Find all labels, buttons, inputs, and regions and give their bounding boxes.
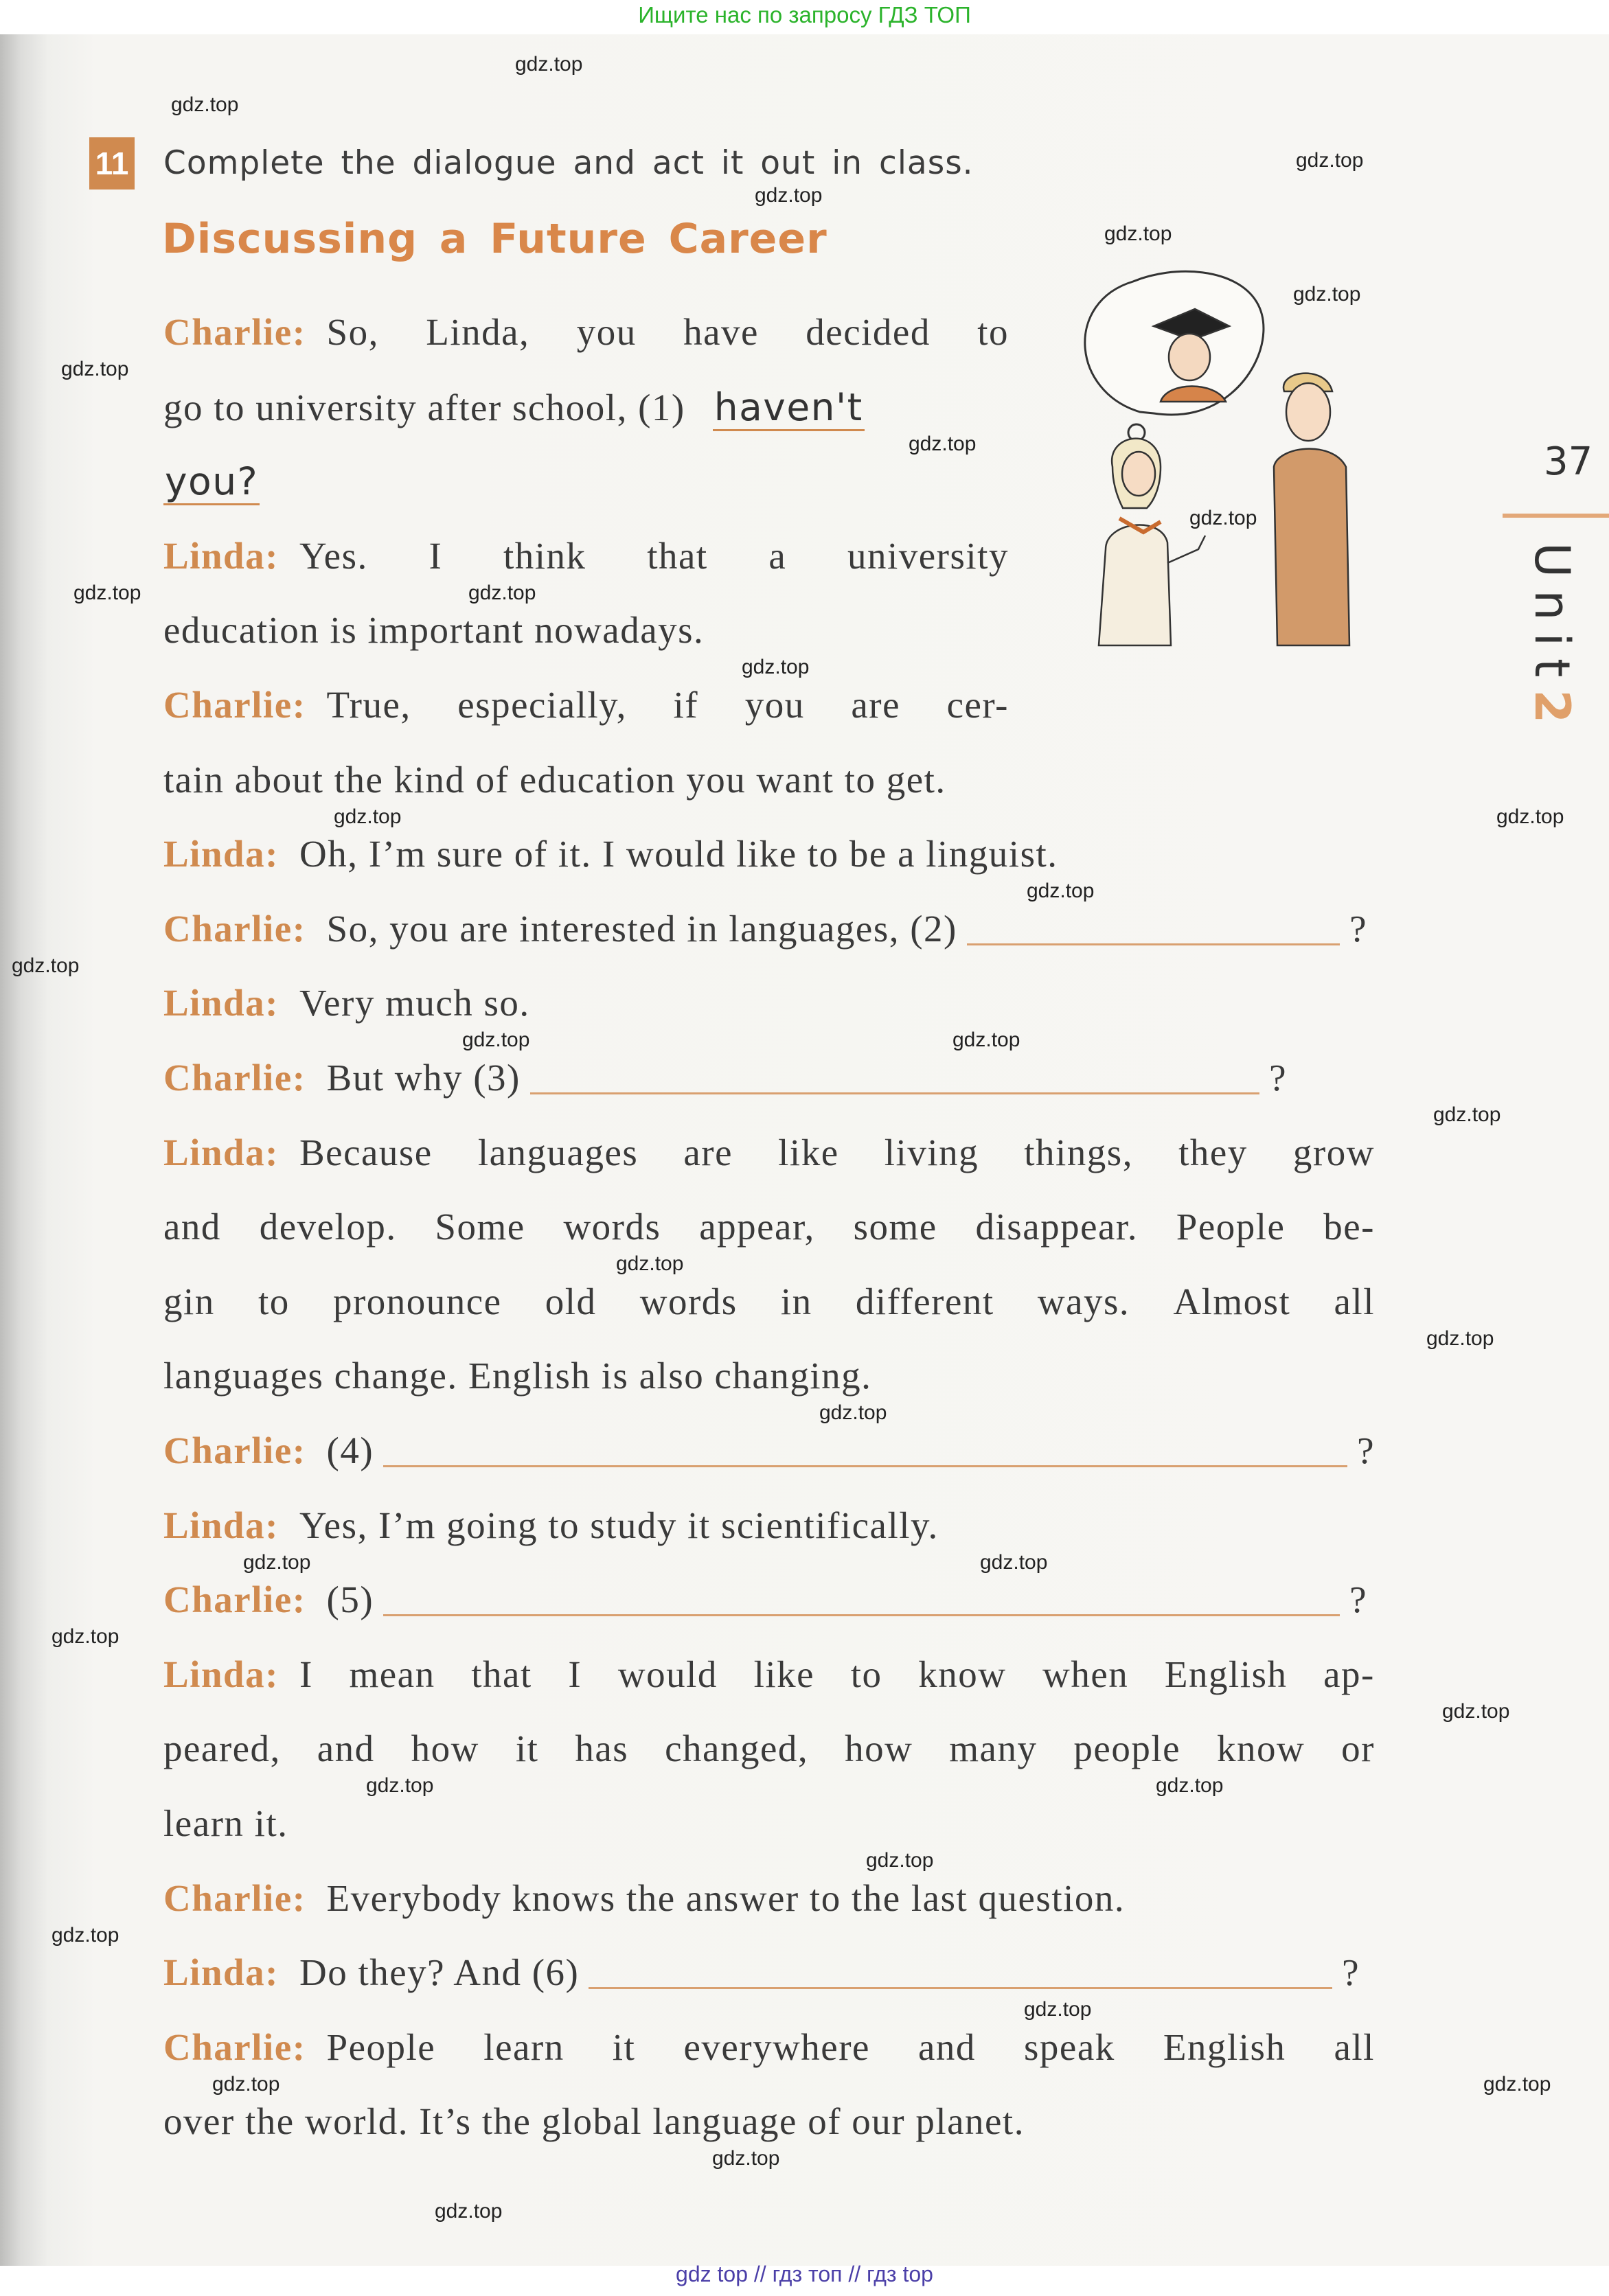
word: pronounce	[332, 1281, 502, 1322]
word: cer-	[946, 684, 1009, 726]
dialogue-line	[163, 1429, 1375, 1473]
dialogue-line	[163, 683, 1009, 727]
watermark-text: gdz.top	[61, 358, 129, 380]
dialogue-title: Discussing a Future Career	[162, 215, 828, 263]
word: words	[563, 1206, 661, 1248]
dialogue-line	[163, 1354, 871, 1398]
speaker-label: Charlie:	[163, 311, 306, 353]
watermark-text: gdz.top	[980, 1551, 1048, 1574]
watermark-text: gdz.top	[52, 1625, 119, 1648]
word: decided	[806, 311, 931, 353]
dialogue-text: (4)	[326, 1430, 374, 1471]
speaker-label: Charlie:	[163, 908, 306, 950]
word: I	[568, 1653, 582, 1695]
word: have	[683, 311, 759, 353]
word: in	[780, 1281, 812, 1322]
dialogue-text	[327, 310, 1009, 354]
dialogue-text: learn it.	[163, 1802, 288, 1844]
dialogue-line	[163, 1205, 1375, 1249]
word: everywhere	[683, 2026, 870, 2068]
word: speak	[1024, 2026, 1115, 2068]
word: grow	[1292, 1132, 1375, 1173]
dialogue-text	[163, 1205, 1375, 1249]
word: like	[753, 1653, 815, 1695]
word: living	[884, 1132, 979, 1173]
question-mark: ?	[1349, 908, 1367, 950]
speaker-label: Linda:	[163, 1504, 279, 1546]
word: develop.	[259, 1206, 397, 1248]
answer-blank-input[interactable]	[967, 937, 1340, 945]
dialogue-line	[163, 832, 1058, 876]
unit-label	[1525, 542, 1579, 735]
word: English	[1163, 2026, 1286, 2068]
speaker-label: Linda:	[163, 833, 279, 875]
dialogue-text	[327, 683, 1009, 727]
word: and	[163, 1206, 221, 1248]
question-mark: ?	[1357, 1430, 1375, 1471]
watermark-text: gdz.top	[468, 582, 536, 604]
watermark-text: gdz.top	[1442, 1700, 1510, 1723]
unit-number: 2	[1524, 689, 1580, 736]
task-instruction: Complete the dialogue and act it out in class.	[163, 144, 974, 182]
dialogue-line	[163, 608, 704, 652]
word: English	[1164, 1653, 1288, 1695]
dialogue-line	[163, 385, 1009, 429]
watermark-text: gdz.top	[212, 2073, 280, 2096]
side-divider	[1503, 514, 1609, 518]
watermark-text: gdz.top	[462, 1029, 530, 1051]
watermark-text: gdz.top	[1156, 1774, 1224, 1797]
speaker-label: Charlie:	[163, 1057, 306, 1099]
watermark-text: gdz.top	[909, 433, 977, 455]
watermark-text: gdz.top	[742, 656, 810, 678]
watermark-text: gdz.top	[171, 93, 239, 116]
word: Linda,	[426, 311, 530, 353]
word: are	[851, 684, 900, 726]
dialogue-text: (5)	[326, 1578, 374, 1620]
answer-blank-input[interactable]	[383, 1458, 1347, 1467]
word: know	[1216, 1727, 1305, 1769]
word: things,	[1024, 1132, 1133, 1173]
question-mark: ?	[1342, 1951, 1360, 1993]
watermark-text: gdz.top	[1296, 149, 1364, 172]
word: to	[977, 311, 1009, 353]
speaker-label: Charlie:	[163, 684, 306, 726]
word: gin	[163, 1281, 215, 1322]
word: mean	[349, 1653, 435, 1695]
word: changed,	[665, 1727, 809, 1769]
dialogue-line	[163, 2100, 1025, 2144]
dialogue-line	[163, 1504, 939, 1548]
speaker-label: Linda:	[163, 1132, 279, 1173]
dialogue-line	[163, 1280, 1375, 1324]
bottom-banner: gdz top // гдз топ // гдз top	[676, 2262, 933, 2286]
dialogue-line	[163, 1131, 1375, 1175]
watermark-text: gdz.top	[1104, 222, 1172, 245]
word: learn	[483, 2026, 564, 2068]
word: know	[918, 1653, 1007, 1695]
word: like	[778, 1132, 839, 1173]
dialogue-line	[163, 1876, 1125, 1920]
word: think	[503, 535, 586, 577]
answer-blank-input[interactable]	[589, 1980, 1332, 1989]
dialogue-text	[327, 2025, 1375, 2069]
question-mark: ?	[1269, 1057, 1287, 1099]
answer-blank-input[interactable]	[530, 1086, 1259, 1094]
word: how	[845, 1727, 913, 1769]
word: especially,	[457, 684, 627, 726]
word: people	[1073, 1727, 1181, 1769]
word: all	[1334, 2026, 1375, 2068]
watermark-text: gdz.top	[1189, 507, 1257, 529]
watermark-text: gdz.top	[12, 954, 80, 977]
dialogue-line	[163, 1653, 1375, 1697]
dialogue-line	[163, 459, 260, 503]
dialogue-line	[163, 758, 946, 802]
speaker-label: Charlie:	[163, 1430, 306, 1471]
watermark-text: gdz.top	[1483, 2073, 1551, 2096]
word: some	[853, 1206, 937, 1248]
watermark-text: gdz.top	[755, 184, 823, 207]
dialogue-line	[163, 1951, 1360, 1995]
dialogue-line	[163, 1802, 288, 1846]
dialogue-line	[163, 2025, 1375, 2069]
word: People	[326, 2026, 436, 2068]
word: Almost	[1173, 1281, 1291, 1322]
dialogue-text: But why (3)	[326, 1057, 521, 1099]
watermark-text: gdz.top	[366, 1774, 434, 1797]
dialogue-line	[163, 1578, 1367, 1622]
word: I	[429, 535, 443, 577]
word: it	[515, 1727, 539, 1769]
word: be-	[1323, 1206, 1375, 1248]
word: when	[1042, 1653, 1129, 1695]
word: they	[1178, 1132, 1248, 1173]
watermark-text: gdz.top	[515, 53, 583, 76]
dialogue-line	[163, 981, 530, 1025]
speaker-label: Linda:	[163, 1653, 279, 1695]
word: and	[317, 1727, 375, 1769]
word: ap-	[1323, 1653, 1375, 1695]
word: peared,	[163, 1727, 281, 1769]
watermark-text: gdz.top	[1426, 1327, 1494, 1350]
top-banner: Ищите нас по запросу ГДЗ ТОП	[638, 2, 971, 27]
dialogue-text: Do they? And (6)	[299, 1951, 580, 1993]
word: different	[855, 1281, 994, 1322]
watermark-text: gdz.top	[1293, 283, 1361, 306]
word: if	[673, 684, 699, 726]
dialogue-text: Oh, I’m sure of it. I would like to be a linguist.	[299, 833, 1058, 875]
word: has	[575, 1727, 629, 1769]
dialogue-text	[163, 1727, 1375, 1771]
watermark-text: gdz.top	[1496, 805, 1564, 828]
watermark-text: gdz.top	[73, 582, 141, 604]
dialogue-text: over the world. It’s the global language of our planet.	[163, 2100, 1025, 2142]
watermark-text: gdz.top	[243, 1551, 311, 1574]
word: ways.	[1037, 1281, 1130, 1322]
word: to	[258, 1281, 290, 1322]
word: a	[768, 535, 787, 577]
word: So,	[326, 311, 379, 353]
word: Yes.	[299, 535, 368, 577]
filled-answer[interactable]: you?	[163, 459, 260, 505]
dialogue-text	[299, 1131, 1375, 1175]
watermark-text: gdz.top	[819, 1401, 887, 1424]
dialogue-text: tain about the kind of education you want to get.	[163, 759, 946, 801]
dialogue-text: Yes, I’m going to study it scientifically.	[299, 1504, 939, 1546]
watermark-text: gdz.top	[616, 1252, 684, 1275]
dialogue-line	[163, 1056, 1287, 1100]
word: old	[545, 1281, 597, 1322]
dialogue-text: Very much so.	[299, 982, 530, 1024]
word: languages	[477, 1132, 639, 1173]
word: People	[1176, 1206, 1286, 1248]
word: how	[411, 1727, 479, 1769]
word: appear,	[699, 1206, 815, 1248]
task-number-badge: 11	[89, 137, 135, 190]
word: words	[639, 1281, 738, 1322]
word: disappear.	[975, 1206, 1138, 1248]
illustration-students	[1058, 261, 1380, 652]
watermark-text: gdz.top	[952, 1029, 1020, 1051]
watermark-text: gdz.top	[1024, 1998, 1092, 2021]
word: university	[847, 535, 1009, 577]
dialogue-text	[163, 1280, 1375, 1324]
speaker-label: Linda:	[163, 535, 279, 577]
answer-blank-input[interactable]	[383, 1607, 1340, 1616]
word: it	[612, 2026, 636, 2068]
watermark-text: gdz.top	[435, 2200, 503, 2223]
watermark-text: gdz.top	[52, 1924, 119, 1947]
dialogue-line	[163, 1727, 1375, 1771]
word: you	[744, 684, 805, 726]
word: you	[576, 311, 637, 353]
word: Because	[299, 1132, 433, 1173]
question-mark: ?	[1349, 1578, 1367, 1620]
word: that	[647, 535, 708, 577]
dialogue-line	[163, 907, 1367, 951]
word: or	[1341, 1727, 1375, 1769]
speaker-label: Linda:	[163, 982, 279, 1024]
speaker-label: Charlie:	[163, 1877, 306, 1919]
word: are	[683, 1132, 733, 1173]
dialogue-text	[299, 1653, 1375, 1697]
page-number: 37	[1544, 439, 1593, 484]
word: that	[471, 1653, 532, 1695]
dialogue-text: So, you are interested in languages, (2)	[326, 908, 957, 950]
watermark-text: gdz.top	[712, 2147, 780, 2170]
dialogue-text: go to university after school, (1)	[163, 387, 685, 428]
girl-icon	[1099, 439, 1205, 645]
word: and	[918, 2026, 976, 2068]
speaker-label: Charlie:	[163, 2026, 306, 2068]
word: many	[949, 1727, 1038, 1769]
watermark-text: gdz.top	[866, 1849, 934, 1872]
dialogue-text: education is important nowadays.	[163, 609, 705, 651]
dialogue-line	[163, 310, 1009, 354]
speaker-label: Linda:	[163, 1951, 279, 1993]
word: to	[850, 1653, 882, 1695]
dialogue-text: Everybody knows the answer to the last question.	[326, 1877, 1126, 1919]
dialogue-text	[299, 534, 1009, 578]
dialogue-text: languages change. English is also changing.	[163, 1355, 872, 1397]
watermark-text: gdz.top	[1027, 880, 1095, 902]
dialogue-line	[163, 534, 1009, 578]
word: Some	[435, 1206, 525, 1248]
watermark-text: gdz.top	[334, 805, 402, 828]
watermark-text: gdz.top	[1433, 1103, 1501, 1126]
unit-word: Unit	[1524, 542, 1580, 690]
filled-answer[interactable]: haven't	[713, 385, 865, 431]
speaker-label: Charlie:	[163, 1578, 306, 1620]
boy-icon	[1274, 374, 1349, 645]
word: True,	[326, 684, 411, 726]
word: I	[299, 1653, 313, 1695]
word: all	[1334, 1281, 1375, 1322]
word: would	[617, 1653, 718, 1695]
